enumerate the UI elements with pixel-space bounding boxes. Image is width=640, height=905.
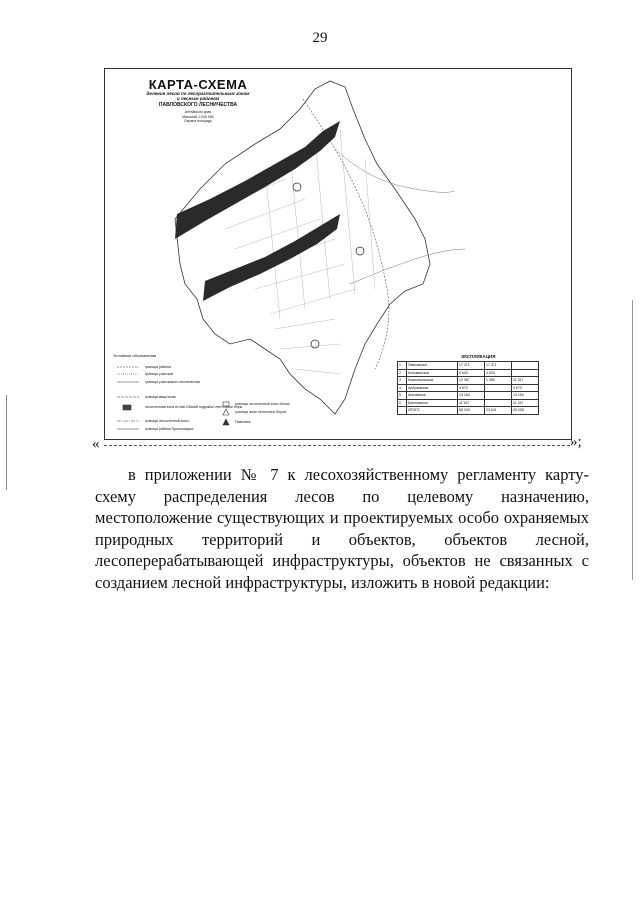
- table-cell: 11 317: [512, 377, 539, 385]
- legend-item: лесостепная зона Алтай-Обский подрайон ленточные боры: [145, 405, 243, 409]
- table-cell: Шаховское: [407, 392, 458, 400]
- map-caption-line: Масштаб 1:240 000: [182, 114, 214, 119]
- table-row: [398, 362, 539, 370]
- table-cell: 3: [398, 377, 407, 385]
- table-cell: Комсомольское: [407, 377, 458, 385]
- legend-item: граница лесостепной зоны: [145, 419, 189, 423]
- table-cell: [512, 362, 539, 370]
- table-row: [398, 369, 539, 377]
- table-cell: 4 620: [485, 369, 512, 377]
- map-caption-line: Алтайского края: [184, 110, 212, 114]
- dashed-divider: [104, 445, 570, 446]
- table-cell: 2: [398, 369, 407, 377]
- map-subtitle-line: и лесным районам: [176, 96, 220, 101]
- legend-item: граница лесостепной зоны Алтая: [235, 402, 290, 406]
- opening-quote: «: [92, 436, 100, 452]
- map-subtitle: [115, 91, 281, 101]
- table-cell: 45 208: [512, 407, 539, 415]
- table-cell: 13 154: [458, 392, 485, 400]
- table-cell: Арбузовское: [407, 384, 458, 392]
- legend-item: граница зоны ленточных боров: [235, 410, 286, 414]
- table-cell: 12 367: [458, 377, 485, 385]
- table-cell: 5: [398, 392, 407, 400]
- table-cell: 4 620: [458, 369, 485, 377]
- table-cell: 13 154: [512, 392, 539, 400]
- table-cell: 11 167: [512, 399, 539, 407]
- scan-margin-line: [632, 300, 633, 580]
- table-cell: [398, 407, 407, 415]
- table-cell: 68 249: [458, 407, 485, 415]
- page-number: 29: [312, 30, 328, 46]
- legend-item: граница участков: [145, 372, 174, 376]
- forest-map-figure: [104, 68, 572, 440]
- scan-margin-line: [6, 395, 7, 490]
- table-cell: Павловское: [407, 362, 458, 370]
- legend-title: Условные обозначения: [113, 353, 157, 358]
- table-cell: 1: [398, 362, 407, 370]
- legend-item: граница района: [145, 365, 171, 369]
- table-cell: 9 570: [458, 384, 485, 392]
- table-row: [398, 384, 539, 392]
- table-row: [398, 377, 539, 385]
- legend-item: Павловск: [235, 420, 251, 424]
- map-small-caption: [115, 110, 281, 124]
- table-cell: [485, 384, 512, 392]
- table-cell: [485, 392, 512, 400]
- map-forestry-name: ПАВЛОВСКОГО ЛЕСНИЧЕСТВА: [158, 102, 238, 108]
- body-paragraph: в приложении № 7 к лесохозяйственному регламенту карту-схему распределения лесов по целевому назначению, местоположение существующих и проектируемых особо охраняемых природных территорий и объектов, объектов лесной, лесоперерабатывающей инфраструктуры, объектов не связанных с созданием лесной инфраструктуры, изложить в новой редакции:: [95, 465, 589, 592]
- legend-item: граница кварталов: [145, 395, 176, 399]
- legend-item: граница района Присалаирье: [145, 427, 194, 431]
- explication-table: [397, 361, 539, 415]
- closing-quote: »;: [570, 434, 582, 450]
- table-cell: 11 167: [458, 399, 485, 407]
- map-caption-line: Охрана площадь: [184, 119, 212, 123]
- explication-title: ЭКСПЛИКАЦИЯ: [461, 354, 496, 359]
- table-cell: 17 371: [485, 362, 512, 370]
- table-cell: Баюновское: [407, 399, 458, 407]
- table-cell: [485, 399, 512, 407]
- table-cell: 23 041: [485, 407, 512, 415]
- map-subtitle-line: деления лесов по лесорастительным зонам: [146, 91, 250, 96]
- table-cell: 6: [398, 399, 407, 407]
- table-cell: 17 371: [458, 362, 485, 370]
- table-cell: ИТОГО: [407, 407, 458, 415]
- table-cell: 9 570: [512, 384, 539, 392]
- map-title: КАРТА-СХЕМА: [148, 77, 248, 92]
- table-cell: Колыванское: [407, 369, 458, 377]
- table-row: [398, 407, 539, 415]
- table-cell: [512, 369, 539, 377]
- table-cell: 1 050: [485, 377, 512, 385]
- table-row: [398, 399, 539, 407]
- table-row: [398, 392, 539, 400]
- table-cell: 4: [398, 384, 407, 392]
- legend-item: граница участкового лесничества: [145, 380, 200, 384]
